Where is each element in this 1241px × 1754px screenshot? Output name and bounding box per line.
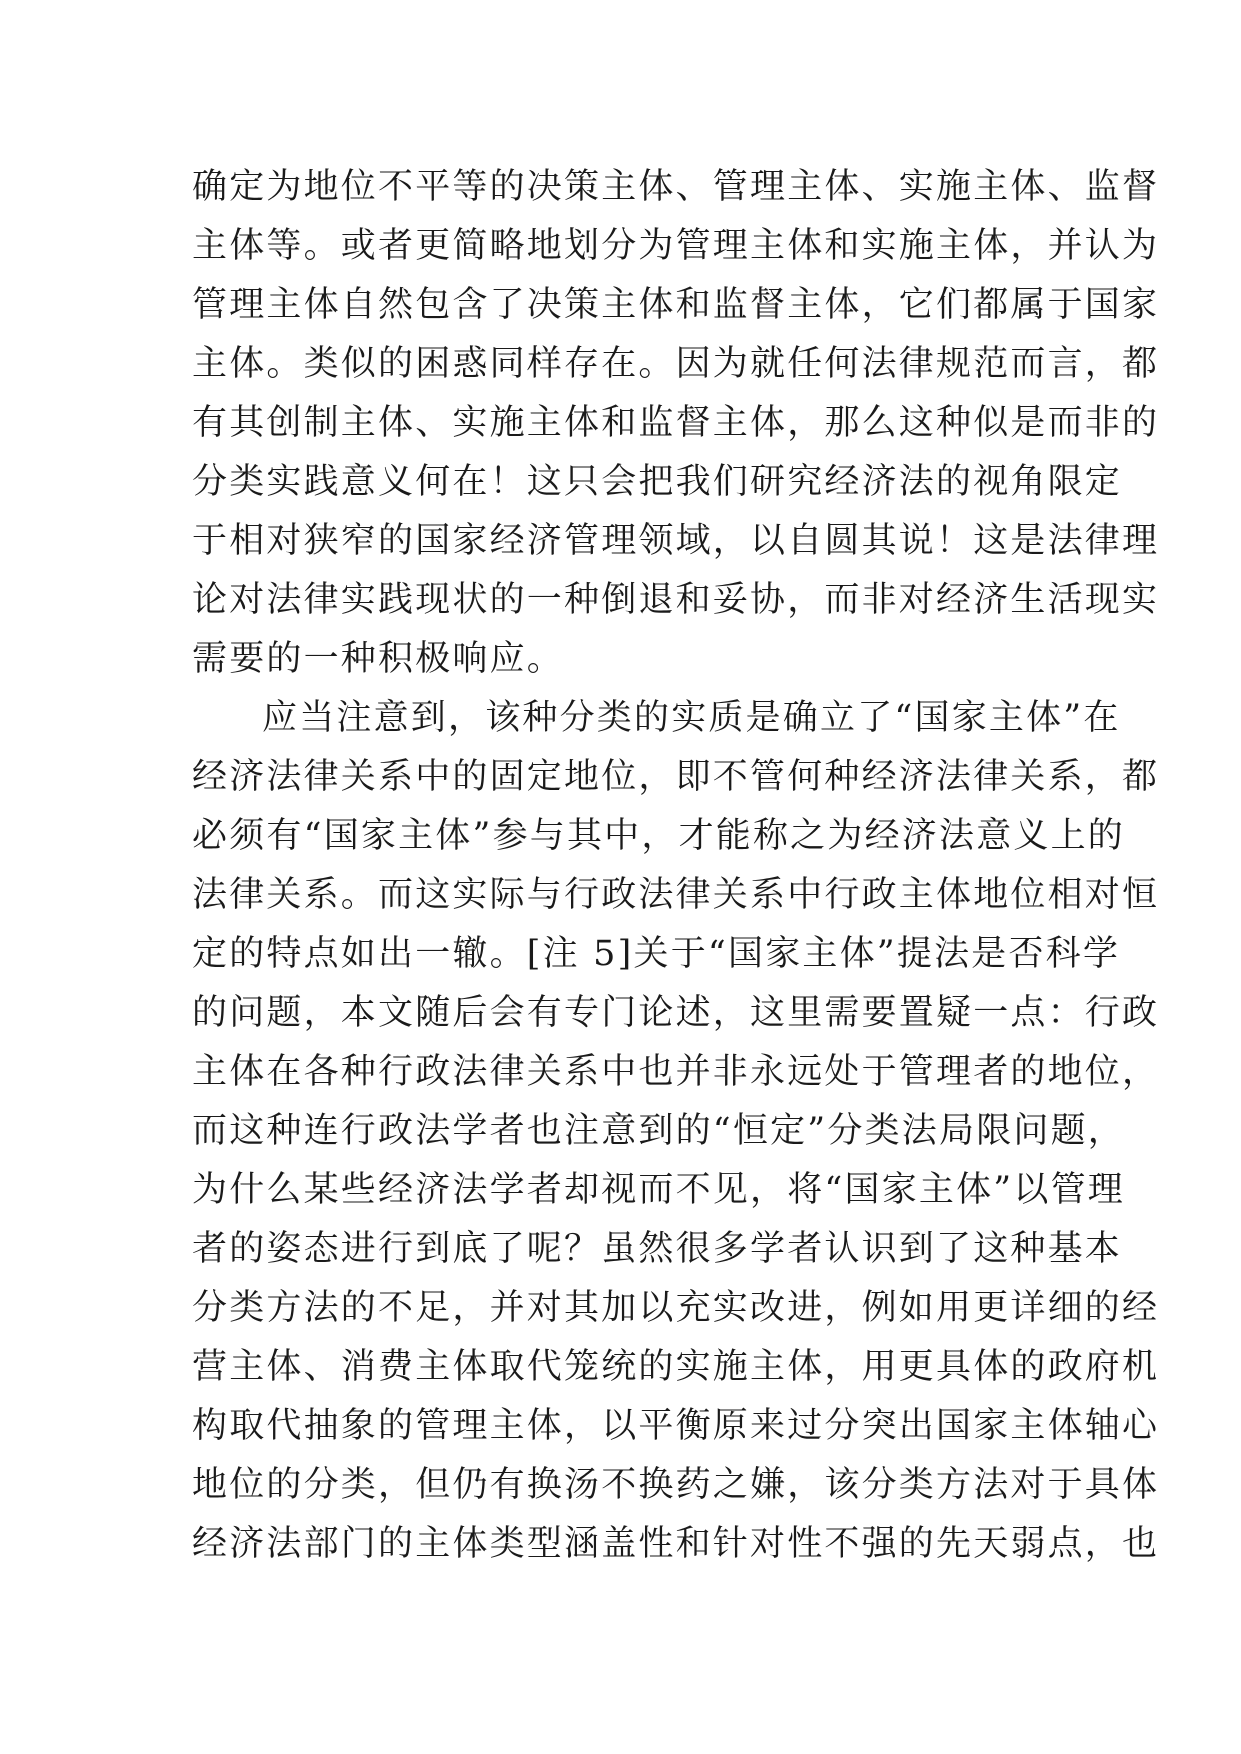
text-line: 有其创制主体、实施主体和监督主体，那么这种似是而非的 [192,403,1160,443]
text-line: 营主体、消费主体取代笼统的实施主体，用更具体的政府机 [192,1347,1160,1387]
text-line: 为什么某些经济法学者却视而不见，将“国家主体”以管理 [192,1170,1125,1210]
text-line: 确定为地位不平等的决策主体、管理主体、实施主体、监督 [192,167,1160,207]
text-line: 主体在各种行政法律关系中也并非永远处于管理者的地位， [192,1052,1160,1092]
text-line: 分类实践意义何在！这只会把我们研究经济法的视角限定 [192,462,1123,502]
text-line: 经济法部门的主体类型涵盖性和针对性不强的先天弱点，也 [192,1524,1160,1564]
body-text [192,158,1160,1574]
text-line: 定的特点如出一辙。[注 5]关于“国家主体”提法是否科学 [192,934,1121,974]
paragraph-first-line: 应当注意到，该种分类的实质是确立了“国家主体”在 [262,698,1121,738]
text-line: 必须有“国家主体”参与其中，才能称之为经济法意义上的 [192,816,1125,856]
text-line: 管理主体自然包含了决策主体和监督主体，它们都属于国家 [192,285,1160,325]
text-line: 经济法律关系中的固定地位，即不管何种经济法律关系，都 [192,757,1160,797]
text-line: 者的姿态进行到底了呢？虽然很多学者认识到了这种基本 [192,1229,1123,1269]
text-line: 地位的分类，但仍有换汤不换药之嫌，该分类方法对于具体 [192,1465,1160,1505]
text-line: 主体等。或者更简略地划分为管理主体和实施主体，并认为 [192,226,1160,266]
text-line: 法律关系。而这实际与行政法律关系中行政主体地位相对恒 [192,875,1160,915]
text-line: 论对法律实践现状的一种倒退和妥协，而非对经济生活现实 [192,580,1160,620]
text-line: 分类方法的不足，并对其加以充实改进，例如用更详细的经 [192,1288,1160,1328]
text-line: 构取代抽象的管理主体，以平衡原来过分突出国家主体轴心 [192,1406,1160,1446]
text-line: 主体。类似的困惑同样存在。因为就任何法律规范而言，都 [192,344,1160,384]
text-line: 需要的一种积极响应。 [192,639,565,679]
text-line: 而这种连行政法学者也注意到的“恒定”分类法局限问题， [192,1111,1125,1151]
text-line: 于相对狭窄的国家经济管理领域，以自圆其说！这是法律理 [192,521,1160,561]
text-line: 的问题，本文随后会有专门论述，这里需要置疑一点：行政 [192,993,1160,1033]
